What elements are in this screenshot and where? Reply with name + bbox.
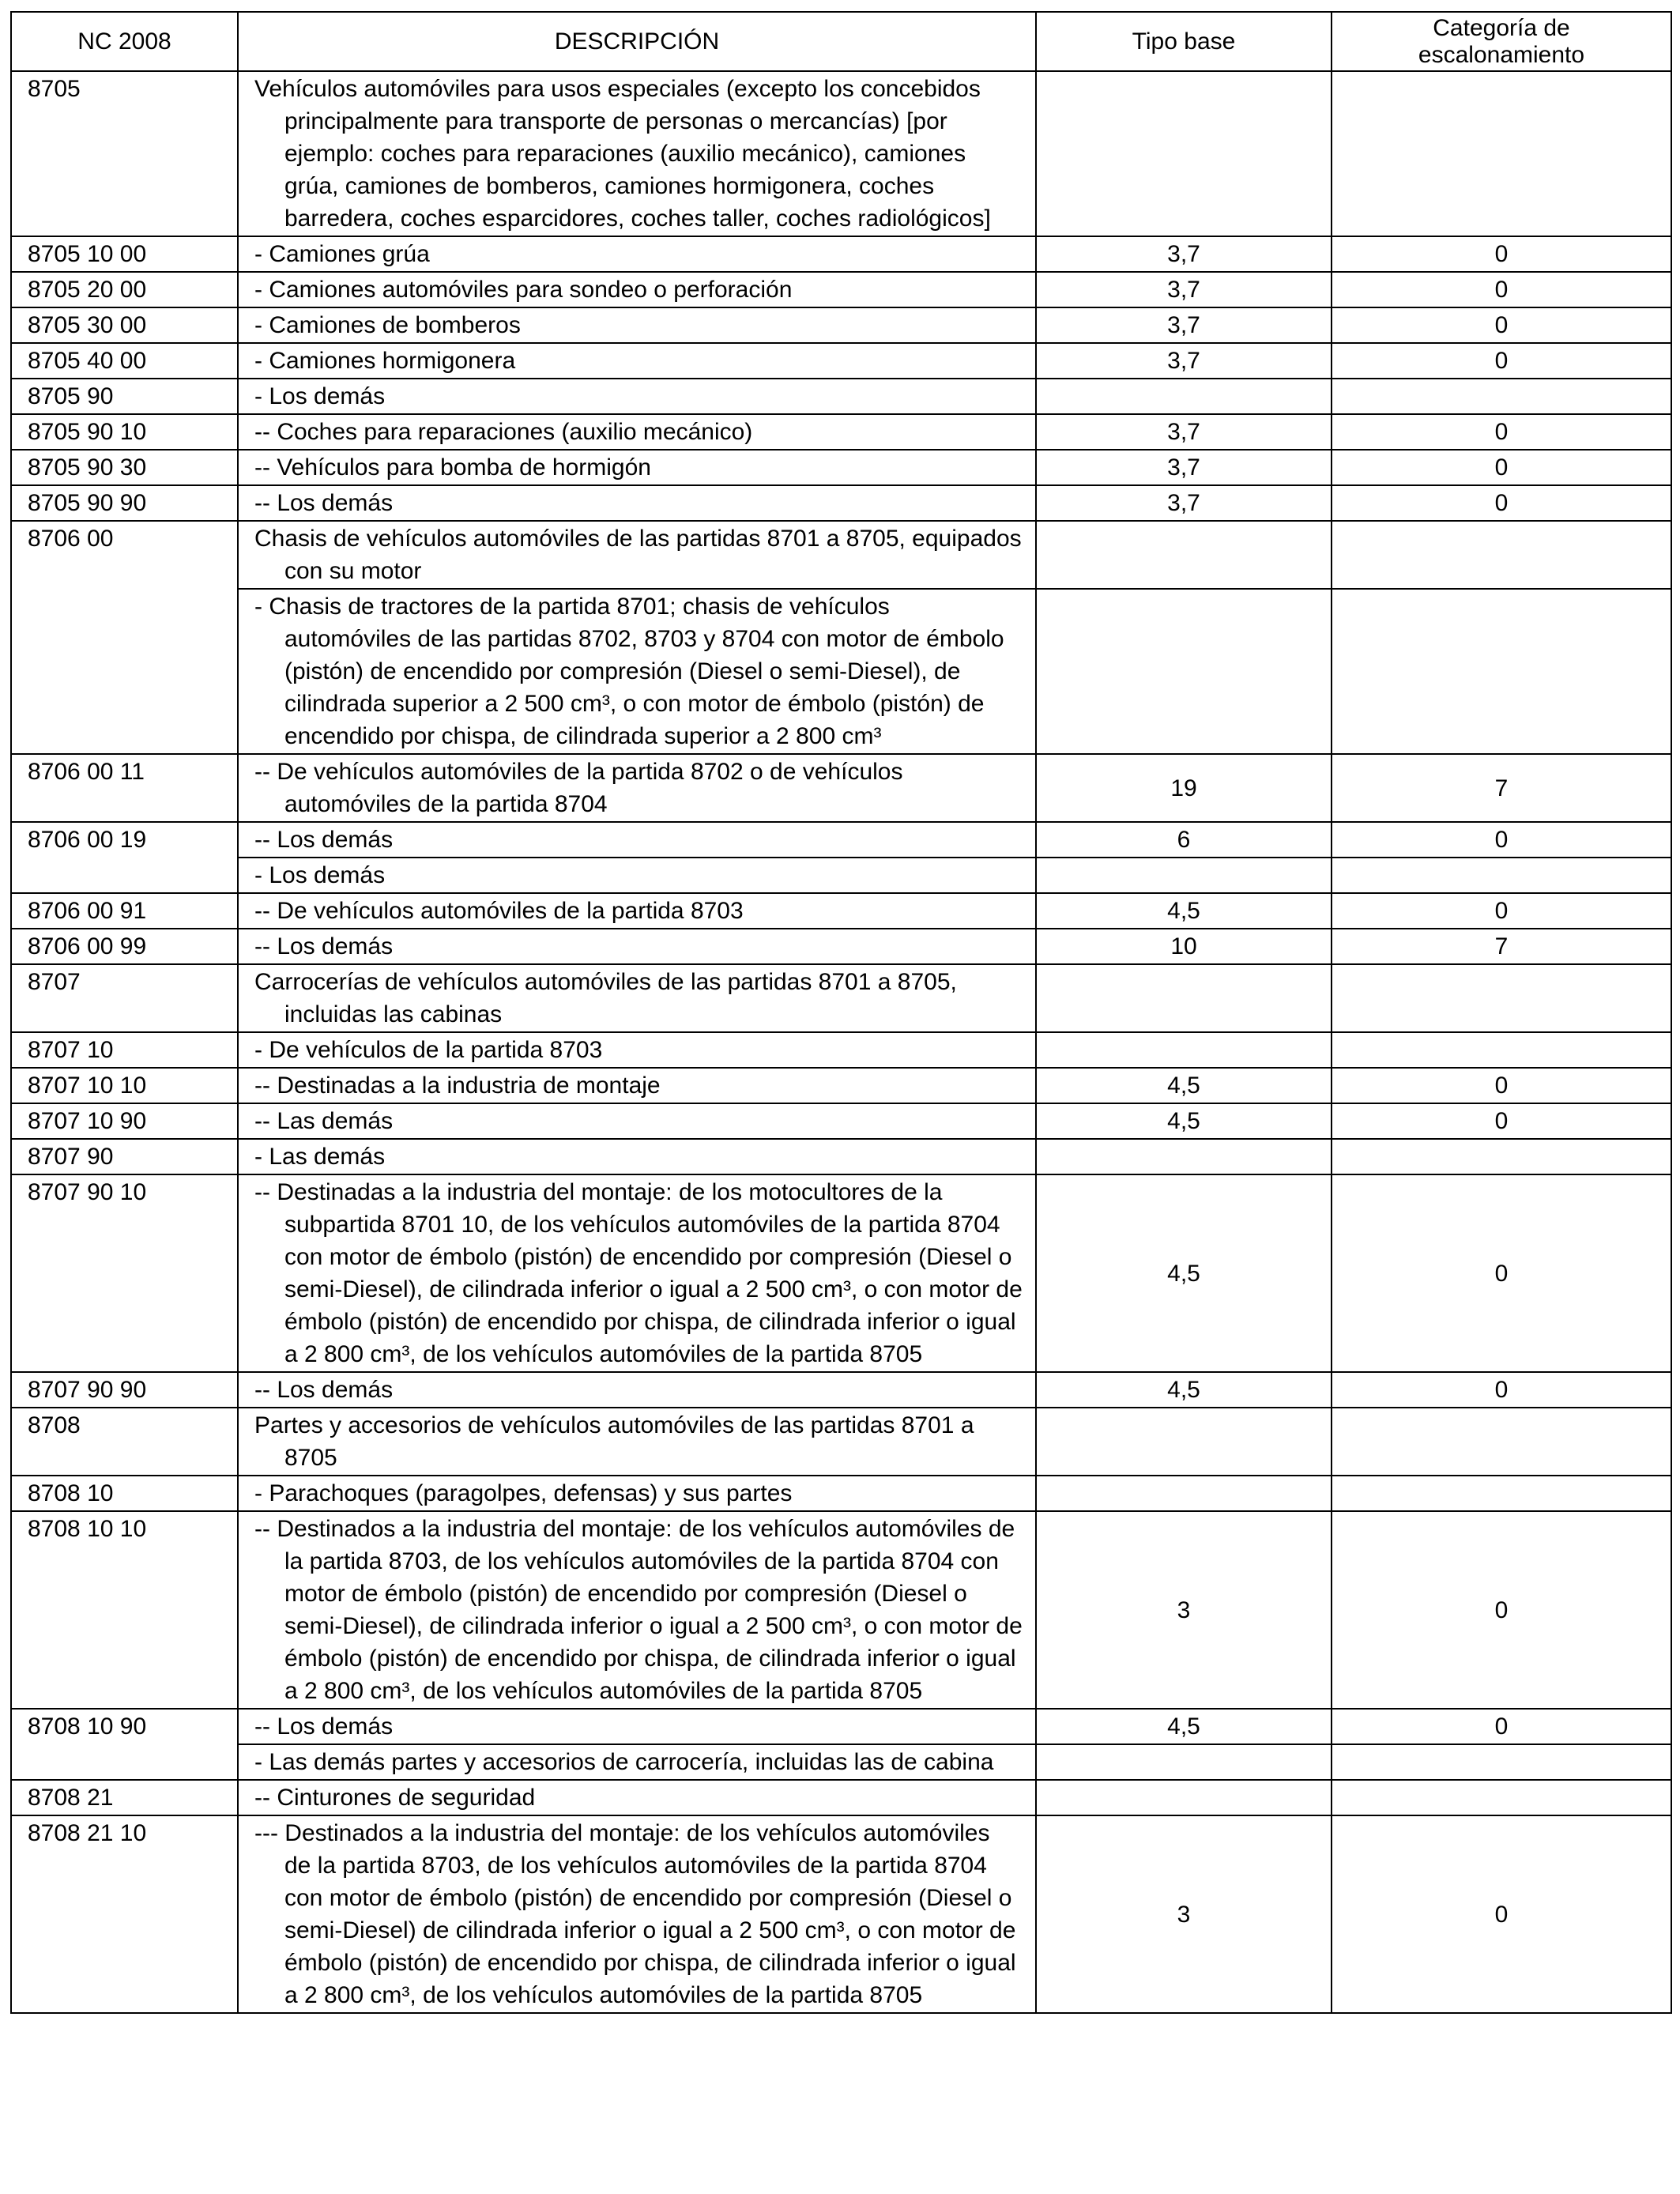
table-row [11,379,1671,414]
categoria-cell [1332,521,1671,589]
table-row [11,589,1671,754]
table-row [11,754,1671,822]
description-cell [238,1408,1036,1476]
nc-code-cell: 8706 00 11 [11,754,238,822]
table-row [11,858,1671,893]
nc-code-cell: 8707 90 [11,1139,238,1174]
table-row [11,521,1671,589]
description-cell [238,71,1036,236]
table-row [11,71,1671,236]
description-text: -- Las demás [254,1108,394,1134]
tipo-base-cell: 4,5 [1036,1103,1332,1139]
table-row [11,1032,1671,1068]
description-text: - Chasis de tractores de la partida 8701; chasis de vehículos automóviles de las partidas 8702, 8703 y 8704 con motor de émbolo (pistón) de encendido por compresión (Diesel o semi-Diesel), de cilindrada superior a 2 500 cm³, o con motor de émbolo (pistón) de encendido por chispa, de cilindrada superior a 2 800 cm³ [254,594,1004,749]
description-cell [238,1068,1036,1103]
categoria-cell: 0 [1332,236,1671,272]
categoria-cell: 0 [1332,272,1671,307]
description-cell [238,272,1036,307]
description-cell [238,450,1036,485]
categoria-cell: 0 [1332,1103,1671,1139]
description-text: Partes y accesorios de vehículos automóviles de las partidas 8701 a 8705 [254,1412,974,1471]
table-row [11,1476,1671,1511]
tipo-base-cell [1036,1408,1332,1476]
tipo-base-cell: 3,7 [1036,450,1332,485]
nc-code-cell: 8708 21 10 [11,1815,238,2013]
description-text: - Camiones de bomberos [254,312,521,338]
table-row [11,1068,1671,1103]
table-row [11,414,1671,450]
tipo-base-cell: 19 [1036,754,1332,822]
nc-code-cell: 8706 00 [11,521,238,754]
categoria-cell: 0 [1332,450,1671,485]
table-row [11,343,1671,379]
categoria-cell [1332,1032,1671,1068]
description-text: -- Los demás [254,1713,394,1740]
description-text: - De vehículos de la partida 8703 [254,1037,603,1063]
categoria-cell: 7 [1332,754,1671,822]
nc-code-cell: 8705 90 10 [11,414,238,450]
description-cell [238,1372,1036,1408]
nc-code-cell: 8708 [11,1408,238,1476]
tipo-base-cell [1036,1476,1332,1511]
tipo-base-cell: 4,5 [1036,1372,1332,1408]
table-row [11,822,1671,858]
description-text: -- Destinados a la industria del montaje: de los vehículos automóviles de la partida 8703, de los vehículos automóviles de la partida 8704 con motor de émbolo (pistón) de encendido por compresión (Diesel o semi-Diesel), de cilindrada inferior o igual a 2 500 cm³, o con motor de émbolo (pistón) de encendido por chispa, de cilindrada inferior o igual a 2 800 cm³, de los vehículos automóviles de la partida 8705 [254,1516,1023,1704]
description-text: -- Destinadas a la industria de montaje [254,1072,661,1099]
nc-code-cell: 8706 00 19 [11,822,238,893]
description-cell [238,822,1036,858]
categoria-cell [1332,858,1671,893]
tipo-base-cell: 4,5 [1036,1068,1332,1103]
categoria-cell: 0 [1332,1709,1671,1744]
nc-code-cell: 8707 [11,964,238,1032]
nc-code-cell: 8705 90 90 [11,485,238,521]
description-cell [238,858,1036,893]
nc-code-cell: 8707 10 90 [11,1103,238,1139]
categoria-cell [1332,1780,1671,1815]
table-row [11,1372,1671,1408]
table-row [11,1744,1671,1780]
description-cell [238,236,1036,272]
header-descripcion: DESCRIPCIÓN [238,12,1036,71]
description-text: -- Coches para reparaciones (auxilio mecánico) [254,419,753,445]
description-text: - Camiones hormigonera [254,348,516,374]
categoria-cell [1332,379,1671,414]
description-cell [238,1744,1036,1780]
table-row [11,307,1671,343]
header-categoria [1332,12,1671,71]
description-cell [238,343,1036,379]
description-cell [238,1032,1036,1068]
table-row [11,236,1671,272]
tipo-base-cell: 3,7 [1036,307,1332,343]
table-body [11,71,1671,2013]
table-row [11,1408,1671,1476]
categoria-cell: 0 [1332,1372,1671,1408]
tipo-base-cell: 3,7 [1036,343,1332,379]
tipo-base-cell [1036,1744,1332,1780]
tipo-base-cell: 4,5 [1036,893,1332,929]
description-text: Carrocerías de vehículos automóviles de las partidas 8701 a 8705, incluidas las cabinas [254,969,957,1027]
description-cell [238,1174,1036,1372]
tipo-base-cell: 3,7 [1036,272,1332,307]
table-row [11,1780,1671,1815]
tipo-base-cell: 3 [1036,1511,1332,1709]
nc-code-cell: 8705 10 00 [11,236,238,272]
description-text: -- Destinadas a la industria del montaje: de los motocultores de la subpartida 8701 10, de los vehículos automóviles de la partida 8704 con motor de émbolo (pistón) de encendido por compresión (Diesel o semi-Diesel), de cilindrada inferior o igual a 2 500 cm³, o con motor de émbolo (pistón) de encendido por chispa, de cilindrada inferior o igual a 2 800 cm³, de los vehículos automóviles de la partida 8705 [254,1179,1023,1367]
nc-code-cell: 8705 [11,71,238,236]
categoria-cell [1332,1744,1671,1780]
description-text: - Las demás partes y accesorios de carrocería, incluidas las de cabina [254,1749,994,1775]
nc-code-cell: 8708 10 [11,1476,238,1511]
description-text: -- De vehículos automóviles de la partida 8703 [254,898,744,924]
tipo-base-cell [1036,71,1332,236]
description-text: - Los demás [254,383,386,409]
categoria-cell: 0 [1332,1068,1671,1103]
categoria-cell: 0 [1332,1511,1671,1709]
categoria-cell: 0 [1332,822,1671,858]
tipo-base-cell [1036,589,1332,754]
description-cell [238,1476,1036,1511]
description-cell [238,1780,1036,1815]
tipo-base-cell [1036,379,1332,414]
tipo-base-cell: 3,7 [1036,485,1332,521]
table-row [11,929,1671,964]
table-row [11,1174,1671,1372]
description-cell [238,589,1036,754]
nc-code-cell: 8706 00 91 [11,893,238,929]
table-row [11,1815,1671,2013]
categoria-cell: 7 [1332,929,1671,964]
nc-code-cell: 8706 00 99 [11,929,238,964]
table-row [11,1709,1671,1744]
nc-code-cell: 8707 10 10 [11,1068,238,1103]
categoria-cell [1332,589,1671,754]
description-text: -- Vehículos para bomba de hormigón [254,454,651,481]
description-cell [238,929,1036,964]
tipo-base-cell: 4,5 [1036,1174,1332,1372]
header-categoria-label: Categoría de escalonamiento [1418,14,1585,68]
categoria-cell [1332,71,1671,236]
description-text: -- Los demás [254,490,394,516]
nc-code-cell: 8705 90 30 [11,450,238,485]
categoria-cell: 0 [1332,1815,1671,2013]
tipo-base-cell [1036,1139,1332,1174]
table-row [11,450,1671,485]
tipo-base-cell: 3,7 [1036,414,1332,450]
nc-code-cell: 8705 30 00 [11,307,238,343]
description-text: - Parachoques (paragolpes, defensas) y sus partes [254,1480,793,1506]
description-text: - Las demás [254,1144,386,1170]
description-cell [238,521,1036,589]
tipo-base-cell: 6 [1036,822,1332,858]
table-row [11,1103,1671,1139]
tariff-table [10,11,1672,2014]
table-row [11,272,1671,307]
table-row [11,1139,1671,1174]
categoria-cell: 0 [1332,307,1671,343]
tipo-base-cell [1036,1780,1332,1815]
table-row [11,893,1671,929]
description-text: - Los demás [254,862,386,888]
categoria-cell: 0 [1332,893,1671,929]
categoria-cell [1332,1408,1671,1476]
description-cell [238,754,1036,822]
table-row [11,964,1671,1032]
description-cell [238,485,1036,521]
description-text: Vehículos automóviles para usos especiales (excepto los concebidos principalmente para transporte de personas o mercancías) [por ejemplo: coches para reparaciones (auxilio mecánico), camiones grúa, camiones de bomberos, camiones hormigonera, coches barredera, coches esparcidores, coches taller, coches radiológicos] [254,76,991,232]
description-text: - Camiones automóviles para sondeo o perforación [254,277,793,303]
description-text: -- De vehículos automóviles de la partida 8702 o de vehículos automóviles de la partida 8704 [254,759,903,817]
description-cell [238,1511,1036,1709]
nc-code-cell: 8707 10 [11,1032,238,1068]
tipo-base-cell: 3,7 [1036,236,1332,272]
description-cell [238,893,1036,929]
nc-code-cell: 8708 21 [11,1780,238,1815]
tipo-base-cell [1036,858,1332,893]
header-tipo-base: Tipo base [1036,12,1332,71]
nc-code-cell: 8708 10 10 [11,1511,238,1709]
description-text: - Camiones grúa [254,241,430,267]
description-text: Chasis de vehículos automóviles de las partidas 8701 a 8705, equipados con su motor [254,526,1022,584]
description-text: -- Los demás [254,933,394,959]
description-cell [238,1103,1036,1139]
tipo-base-cell: 3 [1036,1815,1332,2013]
description-cell [238,379,1036,414]
description-cell [238,414,1036,450]
categoria-cell [1332,1476,1671,1511]
tipo-base-cell: 10 [1036,929,1332,964]
nc-code-cell: 8707 90 90 [11,1372,238,1408]
description-text: -- Cinturones de seguridad [254,1785,536,1811]
description-cell [238,1815,1036,2013]
nc-code-cell: 8705 90 [11,379,238,414]
categoria-cell: 0 [1332,414,1671,450]
description-cell [238,307,1036,343]
categoria-cell: 0 [1332,343,1671,379]
tipo-base-cell [1036,964,1332,1032]
description-text: -- Los demás [254,1377,394,1403]
tipo-base-cell: 4,5 [1036,1709,1332,1744]
nc-code-cell: 8705 40 00 [11,343,238,379]
categoria-cell: 0 [1332,1174,1671,1372]
categoria-cell [1332,1139,1671,1174]
description-text: -- Los demás [254,827,394,853]
categoria-cell [1332,964,1671,1032]
tipo-base-cell [1036,521,1332,589]
header-nc-2008: NC 2008 [11,12,238,71]
description-cell [238,964,1036,1032]
tipo-base-cell [1036,1032,1332,1068]
tariff-document [10,11,1671,2014]
categoria-cell: 0 [1332,485,1671,521]
nc-code-cell: 8705 20 00 [11,272,238,307]
description-cell [238,1709,1036,1744]
description-text: --- Destinados a la industria del montaje: de los vehículos automóviles de la partida 8703, de los vehículos automóviles de la partida 8704 con motor de émbolo (pistón) de encendido por compresión (Diesel o semi-Diesel) de cilindrada inferior o igual a 2 500 cm³, o con motor de émbolo (pistón) de encendido por chispa, de cilindrada inferior o igual a 2 800 cm³, de los vehículos automóviles de la partida 8705 [254,1820,1016,2008]
table-header-row [11,12,1671,71]
table-row [11,485,1671,521]
description-cell [238,1139,1036,1174]
nc-code-cell: 8707 90 10 [11,1174,238,1372]
nc-code-cell: 8708 10 90 [11,1709,238,1780]
table-row [11,1511,1671,1709]
